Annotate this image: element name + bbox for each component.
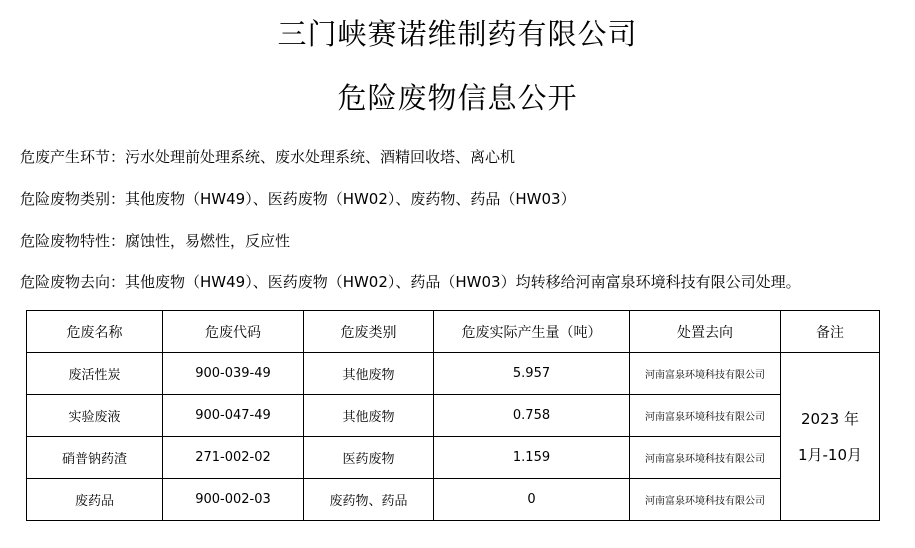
cell-waste-code: 900-002-03 (163, 479, 304, 521)
cell-disposal: 河南富泉环境科技有限公司 (630, 479, 781, 521)
table-row (27, 353, 880, 395)
cell-waste-code: 900-047-49 (163, 395, 304, 437)
cell-waste-code: 900-039-49 (163, 353, 304, 395)
table-header-row (27, 311, 880, 353)
header-waste-name: 危废名称 (27, 311, 163, 353)
table-row (27, 395, 880, 437)
waste-source-stage: 危废产生环节：污水处理前处理系统、废水处理系统、酒精回收塔、离心机 (20, 148, 516, 166)
header-waste-amount: 危废实际产生量（吨） (434, 311, 630, 353)
cell-waste-code: 271-002-02 (163, 437, 304, 479)
cell-waste-category: 其他废物 (304, 395, 434, 437)
cell-disposal: 河南富泉环境科技有限公司 (630, 395, 781, 437)
hazardous-waste-table (26, 310, 880, 521)
cell-waste-amount: 0 (434, 479, 630, 521)
cell-waste-category: 其他废物 (304, 353, 434, 395)
waste-destination: 危险废物去向：其他废物（HW49）、医药废物（HW02）、药品（HW03）均转移给河南富泉环境科技有限公司处理。 (20, 273, 801, 291)
cell-disposal: 河南富泉环境科技有限公司 (630, 437, 781, 479)
cell-waste-category: 废药物、药品 (304, 479, 434, 521)
cell-waste-amount: 1.159 (434, 437, 630, 479)
waste-properties: 危险废物特性：腐蚀性，易燃性，反应性 (20, 232, 291, 250)
header-remarks: 备注 (781, 311, 880, 353)
page-title: 危险废物信息公开 (337, 81, 578, 115)
table-row (27, 437, 880, 479)
cell-waste-name: 实验废液 (27, 395, 163, 437)
cell-waste-name: 废活性炭 (27, 353, 163, 395)
waste-categories: 危险废物类别：其他废物（HW49）、医药废物（HW02）、废药物、药品（HW03） (20, 190, 576, 208)
cell-waste-amount: 0.758 (434, 395, 630, 437)
cell-waste-name: 废药品 (27, 479, 163, 521)
remarks-months: 1月-10月 (797, 445, 863, 464)
header-disposal: 处置去向 (630, 311, 781, 353)
header-waste-category: 危废类别 (304, 311, 434, 353)
cell-waste-name: 硝普钠药渣 (27, 437, 163, 479)
remarks-year: 2023 年 (801, 409, 859, 428)
cell-waste-amount: 5.957 (434, 353, 630, 395)
table-row (27, 479, 880, 521)
cell-disposal: 河南富泉环境科技有限公司 (630, 353, 781, 395)
company-title: 三门峡赛诺维制药有限公司 (277, 17, 638, 51)
header-waste-code: 危废代码 (163, 311, 304, 353)
cell-remarks (781, 353, 880, 521)
cell-waste-category: 医药废物 (304, 437, 434, 479)
